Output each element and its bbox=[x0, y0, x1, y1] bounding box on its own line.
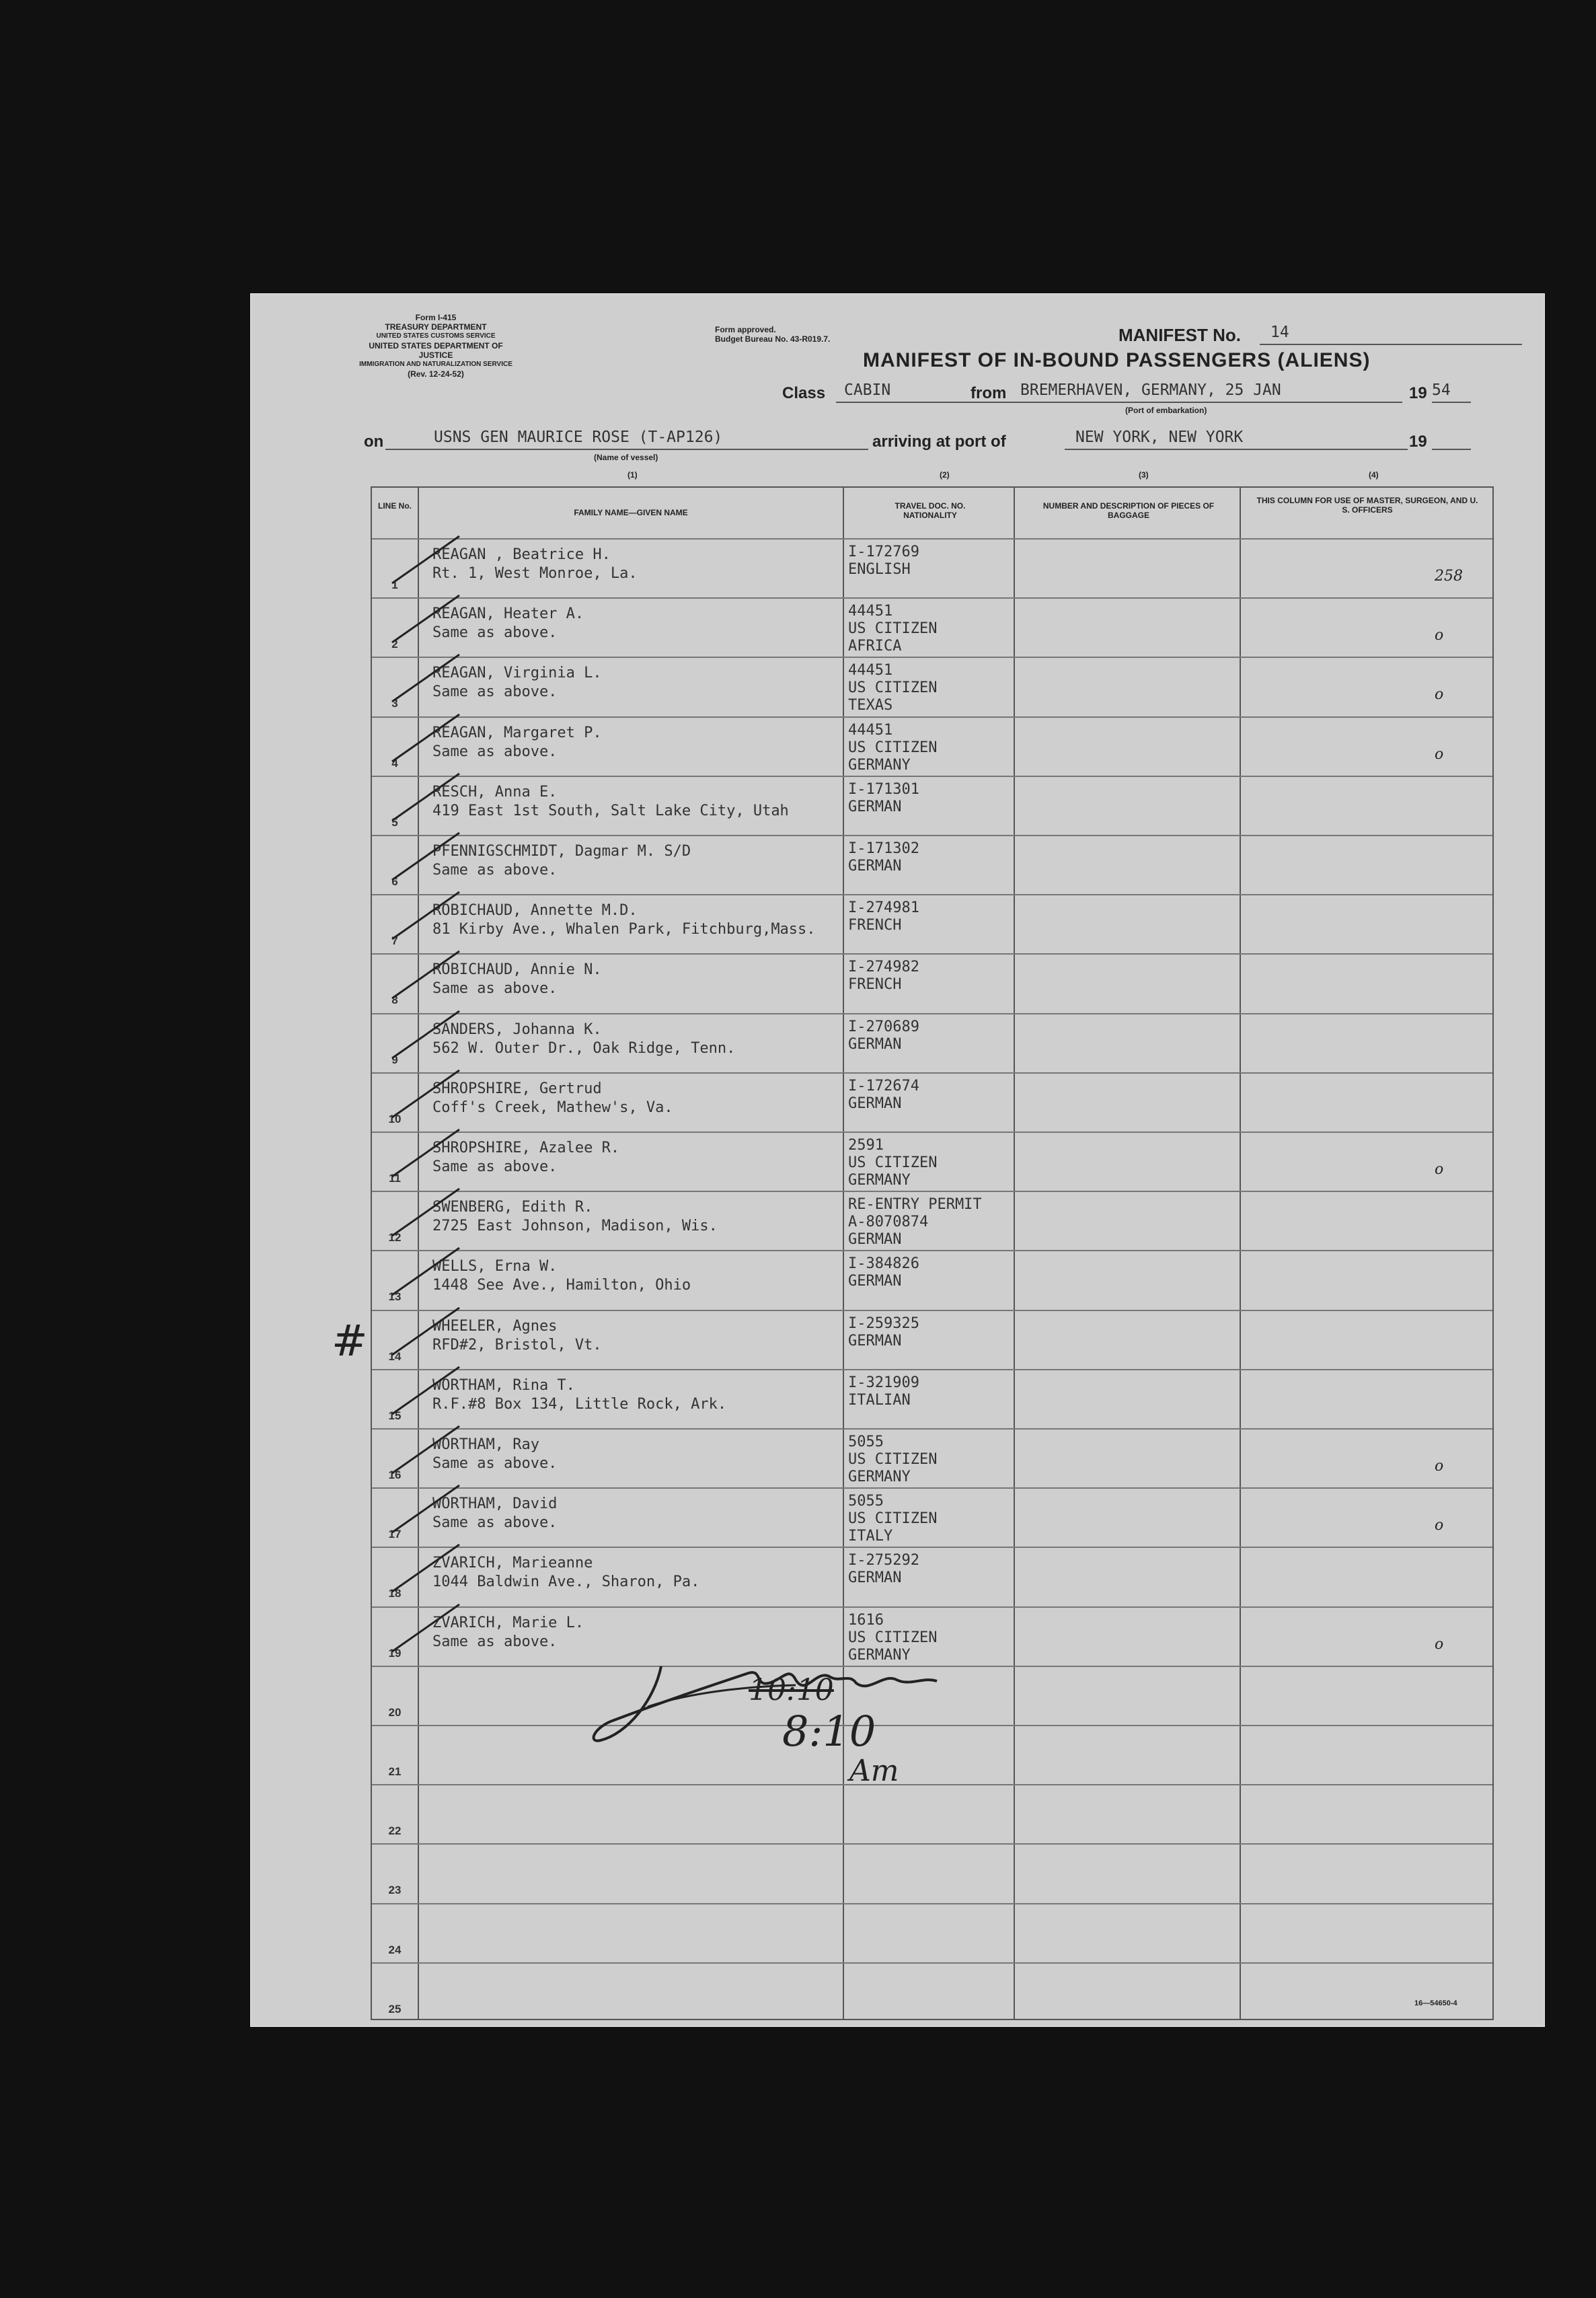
passenger-address: 2725 East Johnson, Madison, Wis. bbox=[432, 1218, 718, 1235]
year-field bbox=[1432, 381, 1471, 403]
checkmark-icon bbox=[385, 1541, 466, 1595]
table-row bbox=[372, 1072, 1492, 1132]
passenger-address: Same as above. bbox=[432, 980, 558, 998]
approved-label: Form approved. bbox=[715, 325, 776, 334]
line-number: 25 bbox=[388, 2002, 402, 2015]
footer-code: 16—54650-4 bbox=[1414, 1999, 1457, 2007]
year-value: 54 bbox=[1432, 381, 1451, 399]
form-header-left bbox=[352, 313, 520, 379]
manifest-number-label: MANIFEST No. bbox=[1118, 325, 1241, 345]
column-number-1: (1) bbox=[628, 470, 638, 480]
nationality: GERMAN bbox=[848, 1332, 902, 1349]
form-number: Form I-415 bbox=[415, 313, 457, 322]
table-row bbox=[372, 953, 1492, 1012]
passenger-name: REAGAN, Virginia L. bbox=[432, 665, 602, 682]
officer-mark: 258 bbox=[1435, 568, 1463, 585]
checkmark-icon bbox=[385, 1423, 466, 1477]
travel-doc-number: I-274982 bbox=[848, 959, 919, 976]
nationality: US CITIZEN bbox=[848, 620, 938, 638]
travel-doc-number: I-259325 bbox=[848, 1314, 919, 1332]
officer-mark: o bbox=[1435, 627, 1444, 644]
vessel-name: USNS GEN MAURICE ROSE (T-AP126) bbox=[434, 429, 723, 446]
nationality-detail: GERMANY bbox=[848, 1172, 911, 1189]
table-row bbox=[372, 1487, 1492, 1547]
travel-doc-number: I-171302 bbox=[848, 840, 919, 857]
nationality-detail: GERMANY bbox=[848, 756, 911, 774]
passenger-address: 1044 Baldwin Ave., Sharon, Pa. bbox=[432, 1573, 700, 1591]
line-number: 8 bbox=[391, 994, 398, 1007]
table-row bbox=[372, 1428, 1492, 1487]
table-row bbox=[372, 1250, 1492, 1309]
checkmark-icon bbox=[385, 1245, 466, 1298]
line-number: 21 bbox=[388, 1765, 402, 1778]
column-number-4: (4) bbox=[1369, 470, 1379, 480]
passenger-address: Same as above. bbox=[432, 862, 558, 879]
header-name: FAMILY NAME—GIVEN NAME bbox=[574, 508, 688, 517]
table-row bbox=[372, 1191, 1492, 1250]
table-row bbox=[372, 1784, 1492, 1843]
document-title: MANIFEST OF IN-BOUND PASSENGERS (ALIENS) bbox=[863, 349, 1371, 371]
line-number: 24 bbox=[388, 1943, 402, 1956]
passenger-address: Rt. 1, West Monroe, La. bbox=[432, 565, 638, 582]
table-row bbox=[372, 1013, 1492, 1072]
line-number: 20 bbox=[388, 1705, 402, 1719]
nationality-detail: ITALY bbox=[848, 1528, 893, 1545]
vessel-caption: (Name of vessel) bbox=[594, 453, 658, 462]
passenger-address: Same as above. bbox=[432, 683, 558, 701]
nationality: US CITIZEN bbox=[848, 739, 938, 756]
table-row bbox=[372, 716, 1492, 776]
nationality: FRENCH bbox=[848, 976, 902, 994]
table-row bbox=[372, 1547, 1492, 1606]
line-number: 18 bbox=[388, 1587, 402, 1600]
travel-doc-number: 5055 bbox=[848, 1434, 884, 1450]
line-number: 15 bbox=[388, 1409, 402, 1422]
passenger-name: SHROPSHIRE, Gertrud bbox=[432, 1080, 602, 1097]
nationality-detail: GERMAN bbox=[848, 1231, 902, 1249]
arrival-time: 8:10 bbox=[782, 1707, 876, 1756]
line-number: 9 bbox=[391, 1053, 398, 1066]
travel-doc-number: I-321909 bbox=[848, 1374, 919, 1391]
checkmark-icon bbox=[385, 1601, 466, 1655]
checkmark-icon bbox=[385, 1185, 466, 1239]
passenger-name: ZVARICH, Marie L. bbox=[432, 1614, 584, 1631]
nationality: US CITIZEN bbox=[848, 1510, 938, 1528]
passenger-name: ZVARICH, Marieanne bbox=[432, 1555, 593, 1572]
nationality: US CITIZEN bbox=[848, 1451, 938, 1468]
officer-mark: o bbox=[1435, 745, 1444, 763]
line-number: 10 bbox=[388, 1112, 402, 1125]
table-row bbox=[372, 894, 1492, 953]
struck-time: 10:10 bbox=[749, 1673, 834, 1707]
line-number: 6 bbox=[391, 875, 398, 888]
time-am: Am bbox=[849, 1754, 899, 1788]
nationality: GERMAN bbox=[848, 1273, 902, 1290]
travel-doc-number: I-274981 bbox=[848, 899, 919, 917]
officer-mark: o bbox=[1435, 686, 1444, 704]
nationality: GERMAN bbox=[848, 1035, 902, 1053]
travel-doc-number: I-384826 bbox=[848, 1255, 919, 1273]
year2-field bbox=[1432, 429, 1471, 450]
travel-doc-number: 44451 bbox=[848, 662, 893, 679]
vessel-field bbox=[385, 429, 868, 450]
checkmark-icon bbox=[385, 829, 466, 883]
nationality: FRENCH bbox=[848, 917, 902, 934]
checkmark-icon bbox=[385, 651, 466, 705]
passenger-address: R.F.#8 Box 134, Little Rock, Ark. bbox=[432, 1395, 727, 1413]
checkmark-icon bbox=[385, 711, 466, 765]
checkmark-icon bbox=[385, 1364, 466, 1417]
column-number-3: (3) bbox=[1139, 470, 1149, 480]
embarkation-value: BREMERHAVEN, GERMANY, 25 JAN bbox=[1020, 381, 1281, 399]
passenger-name: PFENNIGSCHMIDT, Dagmar M. S/D bbox=[432, 843, 691, 860]
passenger-address: Same as above. bbox=[432, 1633, 558, 1650]
line-number: 13 bbox=[388, 1290, 402, 1304]
travel-doc-number: 44451 bbox=[848, 603, 893, 620]
budget-number: Budget Bureau No. 43-R019.7. bbox=[715, 334, 831, 344]
travel-doc-number: I-171301 bbox=[848, 780, 919, 798]
travel-doc-number: I-275292 bbox=[848, 1552, 919, 1569]
line-number: 14 bbox=[388, 1349, 402, 1363]
nationality: ITALIAN bbox=[848, 1391, 911, 1409]
table-row bbox=[372, 1369, 1492, 1428]
officer-mark: o bbox=[1435, 1161, 1444, 1178]
table-row bbox=[372, 1903, 1492, 1962]
checkmark-icon bbox=[385, 770, 466, 824]
checkmark-icon bbox=[385, 592, 466, 646]
arrival-port: NEW YORK, NEW YORK bbox=[1075, 429, 1244, 446]
passenger-name: SHROPSHIRE, Azalee R. bbox=[432, 1140, 620, 1156]
nationality-detail: GERMANY bbox=[848, 1469, 911, 1485]
header-line-no: LINE No. bbox=[378, 501, 412, 511]
justice-dept: UNITED STATES DEPARTMENT OF JUSTICE bbox=[369, 341, 503, 360]
passenger-name: REAGAN, Margaret P. bbox=[432, 724, 602, 741]
table-row bbox=[372, 597, 1492, 657]
treasury-dept: TREASURY DEPARTMENT bbox=[385, 322, 487, 332]
travel-doc-number: 2591 bbox=[848, 1137, 884, 1154]
nationality: US CITIZEN bbox=[848, 1154, 938, 1171]
year-prefix: 19 bbox=[1409, 384, 1427, 402]
travel-doc-number: I-270689 bbox=[848, 1018, 919, 1035]
manifest-number: 14 bbox=[1270, 324, 1289, 341]
form-approval bbox=[715, 325, 830, 344]
passenger-name: WHEELER, Agnes bbox=[432, 1317, 558, 1335]
passenger-name: SWENBERG, Edith R. bbox=[432, 1199, 593, 1216]
nationality-detail: TEXAS bbox=[848, 697, 893, 714]
line-number: 3 bbox=[391, 697, 398, 710]
nationality: US CITIZEN bbox=[848, 1629, 938, 1646]
passenger-name: REAGAN , Beatrice H. bbox=[432, 546, 611, 563]
checkmark-icon bbox=[385, 533, 466, 587]
line-number: 22 bbox=[388, 1824, 402, 1838]
passenger-address: 81 Kirby Ave., Whalen Park, Fitchburg,Mass. bbox=[432, 921, 816, 938]
officer-mark: o bbox=[1435, 1517, 1444, 1534]
header-baggage: NUMBER AND DESCRIPTION OF PIECES OF BAGGAGE bbox=[1042, 501, 1215, 520]
nationality: GERMAN bbox=[848, 858, 902, 875]
line-number: 11 bbox=[389, 1172, 401, 1185]
table-row bbox=[372, 835, 1492, 894]
from-label: from bbox=[971, 384, 1007, 402]
arrival-port-field bbox=[1065, 429, 1408, 450]
line-number: 12 bbox=[388, 1231, 402, 1245]
nationality: GERMAN bbox=[848, 1569, 902, 1587]
column-number-2: (2) bbox=[940, 470, 950, 480]
passenger-address: 1448 See Ave., Hamilton, Ohio bbox=[432, 1277, 691, 1294]
header-officers-use: THIS COLUMN FOR USE OF MASTER, SURGEON, AND U. S. OFFICERS bbox=[1256, 496, 1478, 515]
line-number: 16 bbox=[388, 1469, 402, 1481]
nationality: A-8070874 bbox=[848, 1214, 929, 1231]
header-travel-doc: TRAVEL DOC. NO. NATIONALITY bbox=[895, 501, 966, 520]
passenger-address: Coff's Creek, Mathew's, Va. bbox=[432, 1099, 673, 1116]
travel-doc-number: I-172674 bbox=[848, 1077, 919, 1095]
checkmark-icon bbox=[385, 1304, 466, 1358]
passenger-address: Same as above. bbox=[432, 624, 558, 642]
on-label: on bbox=[364, 433, 384, 451]
from-field bbox=[1012, 381, 1402, 403]
nationality: ENGLISH bbox=[848, 561, 911, 578]
line-number: 2 bbox=[391, 638, 398, 651]
nationality-detail: GERMANY bbox=[848, 1646, 911, 1664]
line-number: 7 bbox=[391, 934, 398, 948]
passenger-address: Same as above. bbox=[432, 1514, 558, 1532]
passenger-name: RESCH, Anna E. bbox=[432, 783, 558, 801]
passenger-name: WELLS, Erna W. bbox=[432, 1258, 558, 1275]
passenger-address: Same as above. bbox=[432, 1158, 558, 1175]
passenger-name: REAGAN, Heater A. bbox=[432, 605, 584, 623]
passenger-address: Same as above. bbox=[432, 743, 558, 760]
checkmark-icon bbox=[385, 889, 466, 942]
port-caption: (Port of embarkation) bbox=[1125, 406, 1207, 415]
line-number: 4 bbox=[391, 756, 398, 770]
nationality: GERMAN bbox=[848, 798, 902, 815]
passenger-name: SANDERS, Johanna K. bbox=[432, 1021, 602, 1038]
line-number: 19 bbox=[388, 1646, 402, 1660]
manifest-number-field bbox=[1260, 324, 1522, 345]
travel-doc-number: I-172769 bbox=[848, 544, 919, 560]
travel-doc-number: RE-ENTRY PERMIT bbox=[848, 1196, 982, 1214]
nationality: US CITIZEN bbox=[848, 679, 938, 697]
passenger-name: WORTHAM, Rina T. bbox=[432, 1376, 575, 1394]
table-row bbox=[372, 1843, 1492, 1902]
table-row bbox=[372, 1310, 1492, 1369]
passenger-address: Same as above. bbox=[432, 1455, 558, 1472]
checkmark-icon bbox=[385, 1008, 466, 1062]
passenger-name: ROBICHAUD, Annie N. bbox=[432, 961, 602, 979]
nationality: GERMAN bbox=[848, 1095, 902, 1112]
passenger-address: 419 East 1st South, Salt Lake City, Utah bbox=[432, 802, 789, 819]
officer-mark: o bbox=[1435, 1458, 1444, 1475]
class-field bbox=[836, 381, 1038, 403]
line-number: 1 bbox=[391, 579, 398, 591]
officer-mark: o bbox=[1435, 1635, 1444, 1653]
customs-service: UNITED STATES CUSTOMS SERVICE bbox=[376, 332, 496, 340]
revision: (Rev. 12-24-52) bbox=[408, 369, 464, 379]
line-number: 17 bbox=[388, 1528, 402, 1541]
travel-doc-number: 5055 bbox=[848, 1493, 884, 1510]
year2-prefix: 19 bbox=[1409, 433, 1427, 451]
passenger-name: ROBICHAUD, Annette M.D. bbox=[432, 902, 638, 920]
passenger-address: 562 W. Outer Dr., Oak Ridge, Tenn. bbox=[432, 1039, 736, 1057]
line-number: 5 bbox=[391, 815, 398, 829]
arriving-label: arriving at port of bbox=[872, 433, 1006, 451]
passenger-address: RFD#2, Bristol, Vt. bbox=[432, 1336, 602, 1354]
line-number: 23 bbox=[388, 1884, 402, 1897]
table-row bbox=[372, 1962, 1492, 2022]
checkmark-icon bbox=[385, 1482, 466, 1536]
passenger-name: WORTHAM, Ray bbox=[432, 1436, 539, 1453]
passenger-table bbox=[371, 486, 1494, 2020]
travel-doc-number: 44451 bbox=[848, 721, 893, 739]
manifest-document bbox=[250, 293, 1545, 2027]
nationality-detail: AFRICA bbox=[848, 638, 902, 655]
table-row bbox=[372, 538, 1492, 597]
checkmark-icon bbox=[385, 1126, 466, 1180]
checkmark-icon bbox=[385, 948, 466, 1002]
passenger-name: WORTHAM, David bbox=[432, 1495, 558, 1513]
table-row bbox=[372, 776, 1492, 835]
table-row bbox=[372, 657, 1492, 716]
class-label: Class bbox=[782, 384, 826, 402]
class-value: CABIN bbox=[844, 381, 891, 399]
table-row bbox=[372, 1132, 1492, 1191]
checkmark-icon bbox=[385, 1067, 466, 1121]
ins-service: IMMIGRATION AND NATURALIZATION SERVICE bbox=[359, 361, 512, 368]
margin-mark: # bbox=[332, 1317, 368, 1366]
travel-doc-number: 1616 bbox=[848, 1611, 884, 1629]
